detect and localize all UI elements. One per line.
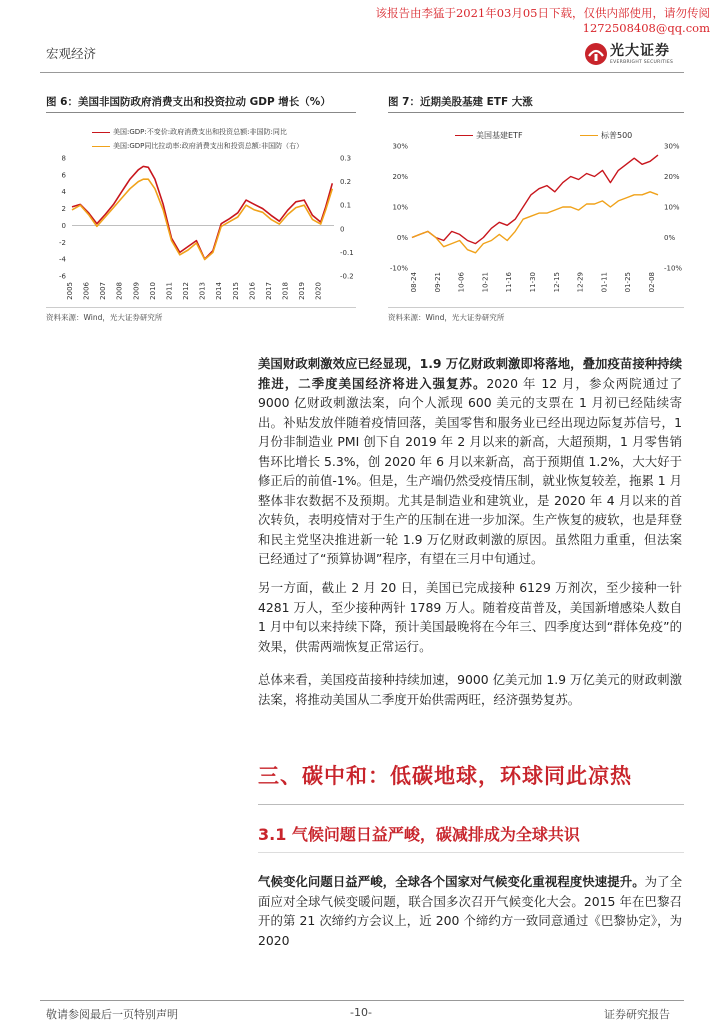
fig6-chart [46, 150, 364, 300]
y-tick-label: 8 [61, 154, 66, 163]
y2-tick-label: 0.3 [340, 154, 352, 163]
legend-line-swatch [580, 135, 598, 136]
fig6-bottom-rule [46, 307, 356, 308]
x-tick-label: 12-29 [576, 272, 585, 293]
footer-disclaimer[interactable]: 敬请参阅最后一页特别声明 [46, 1008, 178, 1021]
x-tick-label: 2011 [165, 282, 174, 300]
y-tick-label: -10% [389, 264, 408, 273]
y2-tick-label: 30% [664, 142, 680, 151]
fig7-title-rule [388, 112, 684, 113]
x-tick-label: 2019 [298, 282, 307, 300]
y-tick-label: 10% [392, 203, 408, 212]
x-tick-label: 2018 [281, 282, 290, 300]
y-tick-label: 30% [392, 142, 408, 151]
fig6-title-rule [46, 112, 356, 113]
x-tick-label: 2012 [182, 282, 191, 300]
header-rule [40, 72, 684, 73]
company-logo [584, 38, 694, 72]
fig7-legend-1: 美国基建ETF [455, 130, 523, 141]
x-tick-label: 2010 [148, 282, 157, 300]
paragraph-lead: 美国财政刺激效应已经显现，1.9 万亿财政刺激即将落地，叠加疫苗接种持续推进，二季度美国经济将进入强复苏。 [258, 356, 682, 391]
x-tick-label: 09-21 [433, 272, 442, 293]
x-tick-label: 2006 [82, 282, 91, 300]
x-tick-label: 10-21 [481, 272, 490, 293]
x-tick-label: 2005 [66, 282, 74, 300]
x-tick-label: 2017 [264, 282, 273, 300]
x-tick-label: 2014 [215, 282, 224, 300]
paragraph-body: 为了全面应对全球气候变暖问题，联合国多次召开气候变化大会。2015 年在巴黎召开的第 21 次缔约方会议上，近 200 个缔约方一致同意通过《巴黎协定》，为 2020 [258, 874, 683, 948]
logo-name-en: EVERBRIGHT SECURITIES [610, 60, 674, 65]
x-tick-label: 2013 [198, 282, 207, 300]
x-tick-label: 2009 [132, 282, 141, 300]
x-tick-label: 08-24 [410, 272, 418, 293]
footer-rule [40, 1000, 684, 1001]
fig7-legend-2: 标普500 [580, 130, 632, 141]
x-tick-label: 01-11 [600, 272, 609, 293]
x-tick-label: 11-30 [529, 272, 537, 293]
paragraph-vaccination: 另一方面，截止 2 月 20 日，美国已完成接种 6129 万剂次，至少接种一针 4281 万人，至少接种两针 1789 万人。随着疫苗普及，美国新增感染人数自 1 月中旬以来持续下降，预计美国最晚将在今年三、四季度达到“群体免疫”的效果，供需两端恢复正常运行。 [258, 580, 682, 654]
y-tick-label: -6 [59, 272, 66, 281]
series-line [412, 192, 658, 253]
y2-tick-label: -0.2 [340, 272, 354, 281]
page-number: -10- [350, 1006, 372, 1019]
legend-line-swatch [455, 135, 473, 136]
fig6-legend-1: 美国:GDP:不变价:政府消费支出和投资总额:非国防:同比 [92, 127, 287, 137]
watermark-line1: 该报告由李猛于2021年03月05日下载，仅供内部使用，请勿传阅 [375, 6, 710, 20]
fig6-legend-2: 美国:GDP同比拉动率:政府消费支出和投资总额:非国防（右） [92, 141, 303, 151]
y-tick-label: 4 [61, 188, 66, 197]
y2-tick-label: 0% [664, 234, 676, 242]
y2-tick-label: -0.1 [340, 248, 354, 257]
x-tick-label: 2008 [115, 282, 124, 300]
download-watermark [375, 6, 710, 36]
legend-line-swatch [92, 146, 110, 147]
fig7-title: 图 7：近期美股基建 ETF 大涨 [388, 96, 533, 108]
x-tick-label: 10-06 [457, 272, 466, 293]
y-tick-label: -4 [59, 255, 66, 264]
watermark-line2: 1272508408@qq.com [582, 21, 710, 35]
x-tick-label: 02-08 [648, 272, 656, 293]
y2-tick-label: 20% [664, 173, 680, 181]
paragraph-summary: 总体来看，美国疫苗接种持续加速，9000 亿美元加 1.9 万亿美元的财政刺激法案，将推动美国从二季度开始供需两旺，经济强势复苏。 [258, 672, 682, 707]
logo-icon [584, 42, 608, 66]
paragraph-climate [258, 872, 682, 950]
y-tick-label: -2 [59, 238, 66, 247]
x-tick-label: 2015 [231, 282, 240, 300]
section-heading-rule [258, 804, 684, 805]
x-tick-label: 01-25 [624, 272, 633, 293]
y2-tick-label: 0.1 [340, 201, 352, 210]
section-heading-3: 三、碳中和：低碳地球，环球同此凉热 [258, 764, 632, 788]
x-tick-label: 11-16 [505, 272, 514, 293]
y-tick-label: 0 [61, 221, 66, 230]
fig7-bottom-rule [388, 307, 684, 308]
fig6-title: 图 6：美国非国防政府消费支出和投资拉动 GDP 增长（%） [46, 96, 331, 108]
subsection-heading-rule [258, 852, 684, 853]
x-tick-label: 2020 [314, 282, 323, 300]
y2-tick-label: -10% [664, 264, 683, 273]
y2-tick-label: 10% [664, 203, 680, 212]
paragraph-fiscal-stimulus [258, 354, 682, 569]
y-tick-label: 20% [392, 173, 408, 181]
fig7-source: 资料来源：Wind，光大证券研究所 [388, 313, 505, 322]
y-tick-label: 2 [61, 205, 66, 214]
x-tick-label: 2007 [99, 282, 108, 300]
paragraph-lead: 气候变化问题日益严峻，全球各个国家对气候变化重视程度快速提升。 [258, 874, 645, 889]
section-tag: 宏观经济 [46, 46, 97, 61]
logo-name-cn: 光大证券 [610, 43, 670, 59]
y-tick-label: 6 [61, 171, 66, 180]
y2-tick-label: 0 [340, 225, 345, 234]
y2-tick-label: 0.2 [340, 178, 352, 187]
y-tick-label: 0% [396, 234, 408, 242]
legend-line-swatch [92, 132, 110, 133]
x-tick-label: 2016 [248, 282, 257, 300]
footer-report-type: 证券研究报告 [604, 1008, 670, 1021]
series-line [72, 166, 332, 259]
subsection-heading-3-1: 3.1 气候问题日益严峻，碳减排成为全球共识 [258, 825, 580, 844]
x-tick-label: 12-15 [552, 272, 561, 293]
fig7-chart [388, 138, 694, 300]
paragraph-body: 2020 年 12 月，参众两院通过了 9000 亿财政刺激法案，向个人派现 600 美元的支票在 1 月初已经陆续寄出。补贴发放伴随着疫情回落，美国零售和服务业已经出现边际复苏信号，1 月份非制造业 PMI 创下自 2019 年 2 月以来的新高，大超预期，1 月零售销售环比增长 5.3%，创 2020 年 6 月以来新高，高于预期值 1.2%，大大好于修正后的前值-1%。但是，生产端仍然受疫情压制，就业恢复较差，拖累 1 月整体非农数据不及预期。尤其是制造业和建筑业，是 2020 年 4 月以来的首次转负，表明疫情对于生产的压制在进一步加深。生产恢复的疲软，也是拜登和民主党坚决推进新一轮 1.9 万亿财政刺激的原因。虽然阻力重重，但法案已经通过了“预算协调”程序，有望在三月中旬通过。 [258, 375, 682, 566]
fig6-source: 资料来源：Wind，光大证券研究所 [46, 313, 163, 322]
series-line [72, 179, 332, 259]
